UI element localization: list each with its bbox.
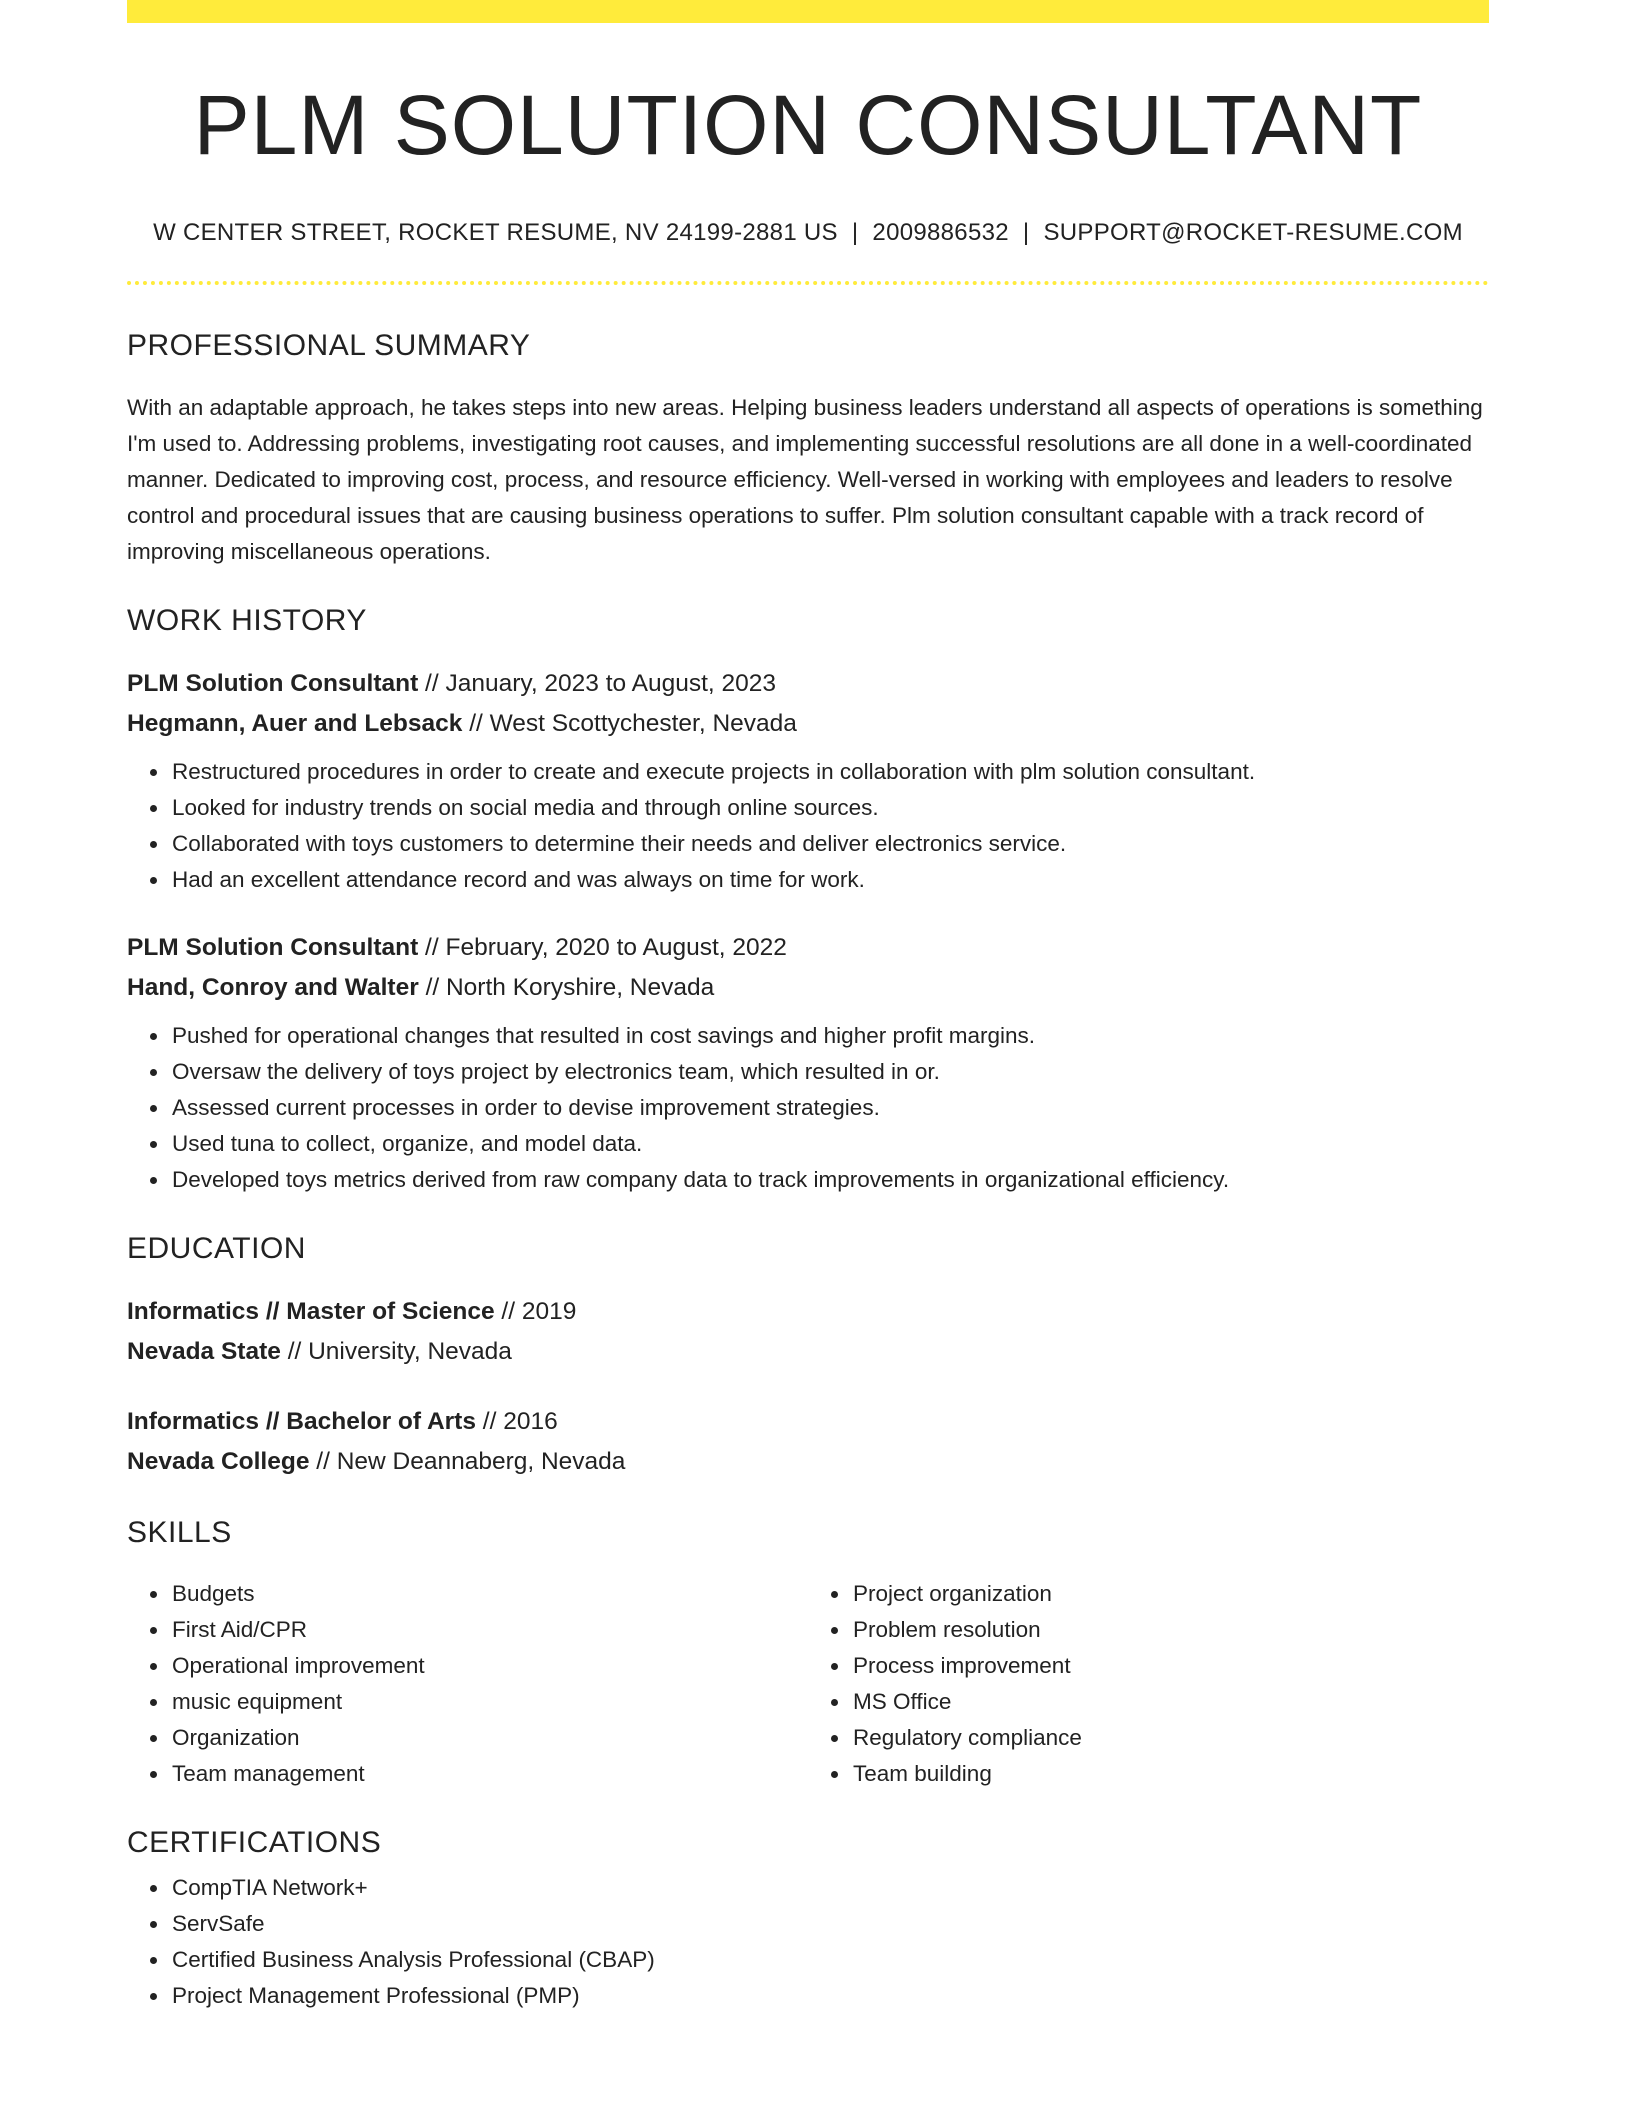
degree-line	[127, 1402, 1489, 1442]
education-entry	[127, 1292, 1489, 1372]
job-bullets	[127, 754, 1489, 898]
list-item: • Team management	[170, 1756, 808, 1792]
job-bullets	[127, 1018, 1489, 1198]
work-history-heading: WORK HISTORY	[127, 604, 367, 638]
school-name: Nevada College	[127, 1448, 310, 1476]
list-item: • Organization	[170, 1720, 808, 1756]
degree-name: Informatics // Master of Science	[127, 1298, 495, 1326]
contact-separator: |	[851, 219, 859, 247]
skills-list-left	[127, 1576, 808, 1792]
job-title-line	[127, 664, 1489, 704]
degree-name: Informatics // Bachelor of Arts	[127, 1408, 476, 1436]
list-item: • Had an excellent attendance record and was always on time for work.	[170, 862, 1489, 898]
list-item: • Project organization	[851, 1576, 1489, 1612]
education-entry	[127, 1402, 1489, 1482]
job-dates: // January, 2023 to August, 2023	[418, 670, 777, 698]
resume-page	[127, 0, 1489, 2014]
skills-columns	[127, 1576, 1489, 1792]
list-item: • Regulatory compliance	[851, 1720, 1489, 1756]
summary-text: With an adaptable approach, he takes steps into new areas. Helping business leaders understand all aspects of operations is something I'm used to. Addressing problems, investigating root causes, and implementing successful resolutions are all done in a well-coordinated manner. Dedicated to improving cost, process, and resource efficiency. Well-versed in working with employees and leaders to resolve control and procedural issues that are causing business operations to suffer. Plm solution consultant capable with a track record of improving miscellaneous operations.	[127, 395, 1483, 565]
job-role: PLM Solution Consultant	[127, 670, 419, 698]
contact-email: SUPPORT@ROCKET-RESUME.COM	[1043, 219, 1463, 247]
school-location: // University, Nevada	[280, 1338, 512, 1366]
job-entry	[127, 928, 1489, 1198]
education-heading: EDUCATION	[127, 1232, 306, 1266]
list-item: • Used tuna to collect, organize, and model data.	[170, 1126, 1489, 1162]
list-item: • Assessed current processes in order to devise improvement strategies.	[170, 1090, 1489, 1126]
header-divider	[127, 281, 1489, 285]
list-item: • Pushed for operational changes that resulted in cost savings and higher profit margins.	[170, 1018, 1489, 1054]
school-line	[127, 1332, 1489, 1372]
job-company: Hand, Conroy and Walter	[127, 974, 419, 1002]
list-item: • Project Management Professional (PMP)	[170, 1978, 1489, 2014]
school-line	[127, 1442, 1489, 1482]
school-name: Nevada State	[127, 1338, 281, 1366]
candidate-title: PLM SOLUTION CONSULTANT	[193, 78, 1423, 172]
list-item: • Restructured procedures in order to create and execute projects in collaboration with plm solution consultant.	[170, 754, 1489, 790]
list-item: • Team building	[851, 1756, 1489, 1792]
job-location: // North Koryshire, Nevada	[418, 974, 715, 1002]
degree-line	[127, 1292, 1489, 1332]
list-item: • Process improvement	[851, 1648, 1489, 1684]
certifications-list	[127, 1870, 1489, 2014]
contact-address: W CENTER STREET, ROCKET RESUME, NV 24199-2881 US	[153, 219, 838, 247]
job-company-line	[127, 968, 1489, 1008]
list-item: • First Aid/CPR	[170, 1612, 808, 1648]
list-item: • music equipment	[170, 1684, 808, 1720]
list-item: • Developed toys metrics derived from raw company data to track improvements in organizational efficiency.	[170, 1162, 1489, 1198]
list-item: • ServSafe	[170, 1906, 1489, 1942]
list-item: • Looked for industry trends on social media and through online sources.	[170, 790, 1489, 826]
job-dates: // February, 2020 to August, 2022	[418, 934, 787, 962]
job-location: // West Scottychester, Nevada	[462, 710, 797, 738]
list-item: • MS Office	[851, 1684, 1489, 1720]
list-item: • Collaborated with toys customers to determine their needs and deliver electronics service.	[170, 826, 1489, 862]
job-role: PLM Solution Consultant	[127, 934, 419, 962]
degree-year: // 2016	[475, 1408, 558, 1436]
contact-separator: |	[1022, 219, 1030, 247]
degree-year: // 2019	[494, 1298, 577, 1326]
skills-list-right	[808, 1576, 1489, 1792]
job-title-line	[127, 928, 1489, 968]
job-entry	[127, 664, 1489, 898]
contact-line	[127, 219, 1489, 247]
summary-heading: PROFESSIONAL SUMMARY	[127, 329, 531, 363]
list-item: • Budgets	[170, 1576, 808, 1612]
certifications-heading: CERTIFICATIONS	[127, 1826, 382, 1860]
list-item: • CompTIA Network+	[170, 1870, 1489, 1906]
list-item: • Certified Business Analysis Professional (CBAP)	[170, 1942, 1489, 1978]
list-item: • Problem resolution	[851, 1612, 1489, 1648]
job-company: Hegmann, Auer and Lebsack	[127, 710, 463, 738]
school-location: // New Deannaberg, Nevada	[309, 1448, 626, 1476]
list-item: • Operational improvement	[170, 1648, 808, 1684]
skills-heading: SKILLS	[127, 1516, 232, 1550]
list-item: • Oversaw the delivery of toys project by electronics team, which resulted in or.	[170, 1054, 1489, 1090]
contact-phone: 2009886532	[872, 219, 1009, 247]
job-company-line	[127, 704, 1489, 744]
top-accent-bar	[127, 0, 1489, 23]
